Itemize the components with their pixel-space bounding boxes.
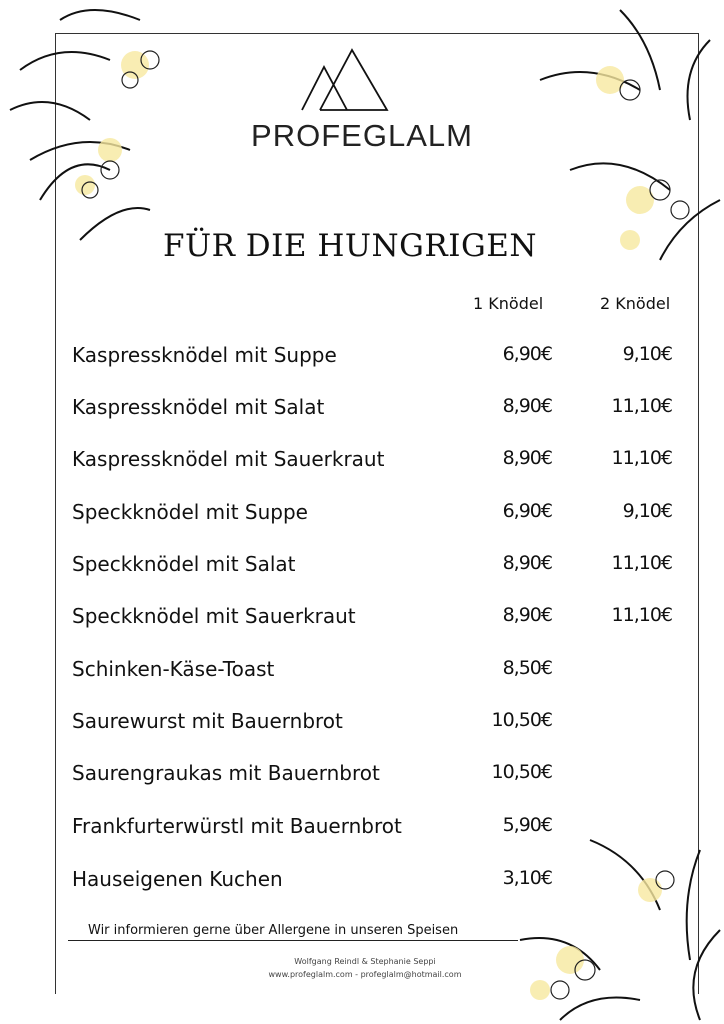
menu-item-price-1: 8,90€ [502, 552, 552, 574]
menu-item-price-1: 10,50€ [491, 761, 552, 783]
menu-item-name: Kaspressknödel mit Sauerkraut [72, 447, 385, 471]
menu-item-name: Speckknödel mit Salat [72, 552, 296, 576]
brand-name: PROFEGLALM [251, 118, 473, 153]
menu-item-price-1: 5,90€ [502, 814, 552, 836]
column-header-2-knoedel: 2 Knödel [600, 294, 671, 313]
menu-item-price-1: 8,90€ [502, 447, 552, 469]
column-header-1-knoedel: 1 Knödel [473, 294, 544, 313]
menu-item-price-2: 9,10€ [622, 500, 672, 522]
menu-item-name: Saurengraukas mit Bauernbrot [72, 761, 380, 785]
footer-contact: www.profeglalm.com - profeglalm@hotmail.com [268, 970, 462, 979]
menu-item-price-1: 3,10€ [502, 867, 552, 889]
menu-item-price-1: 8,90€ [502, 604, 552, 626]
menu-item-name: Saurewurst mit Bauernbrot [72, 709, 343, 733]
menu-item-name: Kaspressknödel mit Salat [72, 395, 325, 419]
divider [68, 940, 518, 941]
menu-item-name: Schinken-Käse-Toast [72, 657, 275, 681]
menu-item-name: Speckknödel mit Sauerkraut [72, 604, 356, 628]
menu-item-name: Frankfurterwürstl mit Bauernbrot [72, 814, 402, 838]
menu-item-price-1: 6,90€ [502, 343, 552, 365]
allergy-note: Wir informieren gerne über Allergene in unseren Speisen [88, 923, 459, 938]
mountain-logo-icon [300, 45, 424, 115]
menu-item-price-2: 11,10€ [611, 604, 672, 626]
menu-item-price-1: 8,50€ [502, 657, 552, 679]
menu-item-price-1: 10,50€ [491, 709, 552, 731]
menu-item-name: Hauseigenen Kuchen [72, 867, 283, 891]
page-title: FÜR DIE HUNGRIGEN [162, 228, 538, 264]
menu-item-name: Kaspressknödel mit Suppe [72, 343, 337, 367]
menu-item-name: Speckknödel mit Suppe [72, 500, 308, 524]
menu-item-price-2: 11,10€ [611, 552, 672, 574]
menu-item-price-2: 11,10€ [611, 395, 672, 417]
menu-item-price-2: 11,10€ [611, 447, 672, 469]
menu-item-price-2: 9,10€ [622, 343, 672, 365]
footer-owners: Wolfgang Reindl & Stephanie Seppi [294, 957, 436, 966]
menu-item-price-1: 8,90€ [502, 395, 552, 417]
edelweiss-flower-icon [500, 820, 724, 1024]
menu-item-price-1: 6,90€ [502, 500, 552, 522]
